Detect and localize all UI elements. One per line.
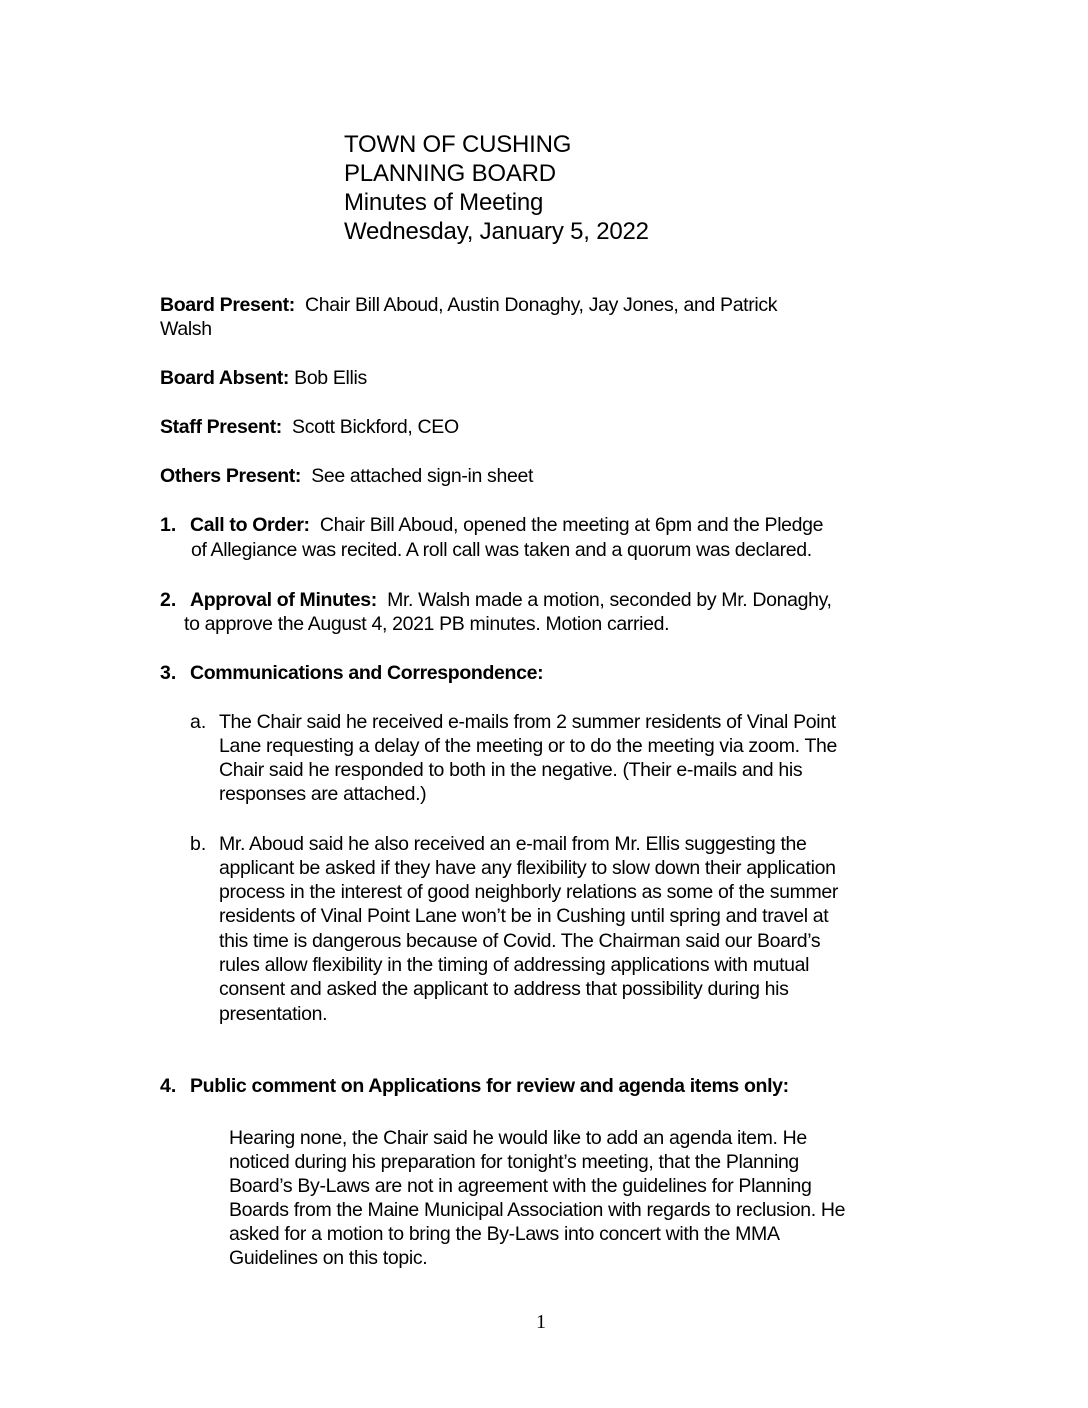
- board-present-continued: Walsh: [160, 318, 212, 340]
- item-3-number: 3.: [160, 662, 177, 684]
- item-2-line-1: [190, 588, 832, 612]
- board-present-label: Board Present:: [160, 294, 295, 316]
- item-3a-line-4: responses are attached.): [219, 783, 427, 805]
- item-3a-line-2: Lane requesting a delay of the meeting or to do the meeting via zoom. The: [219, 735, 837, 757]
- board-name: PLANNING BOARD: [344, 160, 556, 187]
- item-2-number: 2.: [160, 589, 177, 611]
- document-type: Minutes of Meeting: [344, 189, 544, 216]
- item-3b-line-8: presentation.: [219, 1003, 328, 1025]
- others-present-label: Others Present:: [160, 465, 302, 487]
- item-1-heading: Call to Order:: [190, 514, 310, 536]
- item-3b-line-1: Mr. Aboud said he also received an e-mail from Mr. Ellis suggesting the: [219, 833, 807, 855]
- others-present-value: See attached sign-in sheet: [311, 465, 534, 487]
- item-1-line-2: of Allegiance was recited. A roll call was taken and a quorum was declared.: [191, 539, 812, 561]
- item-3b-letter: b.: [190, 833, 207, 855]
- item-3b-line-4: residents of Vinal Point Lane won’t be in Cushing until spring and travel at: [219, 905, 829, 927]
- staff-present-label: Staff Present:: [160, 416, 282, 438]
- item-4-line-2: noticed during his preparation for tonight’s meeting, that the Planning: [229, 1151, 799, 1173]
- board-absent: [160, 366, 367, 390]
- page-number: 1: [536, 1311, 546, 1333]
- item-1-line-1: [190, 513, 823, 537]
- item-3b-line-7: consent and asked the applicant to address that possibility during his: [219, 978, 789, 1000]
- item-4-number: 4.: [160, 1075, 177, 1097]
- meeting-date: Wednesday, January 5, 2022: [344, 218, 649, 245]
- item-3b-line-3: process in the interest of good neighborly relations as some of the summer: [219, 881, 839, 903]
- town-name: TOWN OF CUSHING: [344, 131, 572, 158]
- item-2-text: Mr. Walsh made a motion, seconded by Mr. Donaghy,: [387, 589, 832, 611]
- item-3-heading: Communications and Correspondence:: [190, 662, 544, 684]
- item-4-line-1: Hearing none, the Chair said he would like to add an agenda item. He: [229, 1127, 807, 1149]
- item-4-heading: Public comment on Applications for review and agenda items only:: [190, 1075, 789, 1097]
- item-4-line-5: asked for a motion to bring the By-Laws into concert with the MMA: [229, 1223, 780, 1245]
- item-3b-line-5: this time is dangerous because of Covid. The Chairman said our Board’s: [219, 930, 821, 952]
- item-1-text: Chair Bill Aboud, opened the meeting at 6pm and the Pledge: [319, 514, 824, 536]
- item-3a-line-3: Chair said he responded to both in the negative. (Their e-mails and his: [219, 759, 803, 781]
- item-4-line-4: Boards from the Maine Municipal Association with regards to reclusion. He: [229, 1199, 846, 1221]
- item-3b-line-6: rules allow flexibility in the timing of addressing applications with mutual: [219, 954, 810, 976]
- item-3a-letter: a.: [190, 711, 207, 733]
- document-header: [344, 130, 649, 246]
- board-present-value: Chair Bill Aboud, Austin Donaghy, Jay Jones, and Patrick: [305, 294, 778, 316]
- item-4-line-6: Guidelines on this topic.: [229, 1247, 428, 1269]
- staff-present: [160, 415, 459, 439]
- item-4-line-3: Board’s By-Laws are not in agreement with the guidelines for Planning: [229, 1175, 812, 1197]
- item-2-heading: Approval of Minutes:: [190, 589, 377, 611]
- item-3a-line-1: The Chair said he received e-mails from 2 summer residents of Vinal Point: [219, 711, 836, 733]
- item-3b-line-2: applicant be asked if they have any flexibility to slow down their application: [219, 857, 836, 879]
- item-1-number: 1.: [160, 514, 177, 536]
- staff-present-value: Scott Bickford, CEO: [292, 416, 459, 438]
- board-absent-label: Board Absent:: [160, 367, 290, 389]
- board-absent-value: Bob Ellis: [294, 367, 367, 389]
- item-2-line-2: to approve the August 4, 2021 PB minutes. Motion carried.: [184, 613, 670, 635]
- others-present: [160, 464, 533, 488]
- board-present: [160, 293, 777, 317]
